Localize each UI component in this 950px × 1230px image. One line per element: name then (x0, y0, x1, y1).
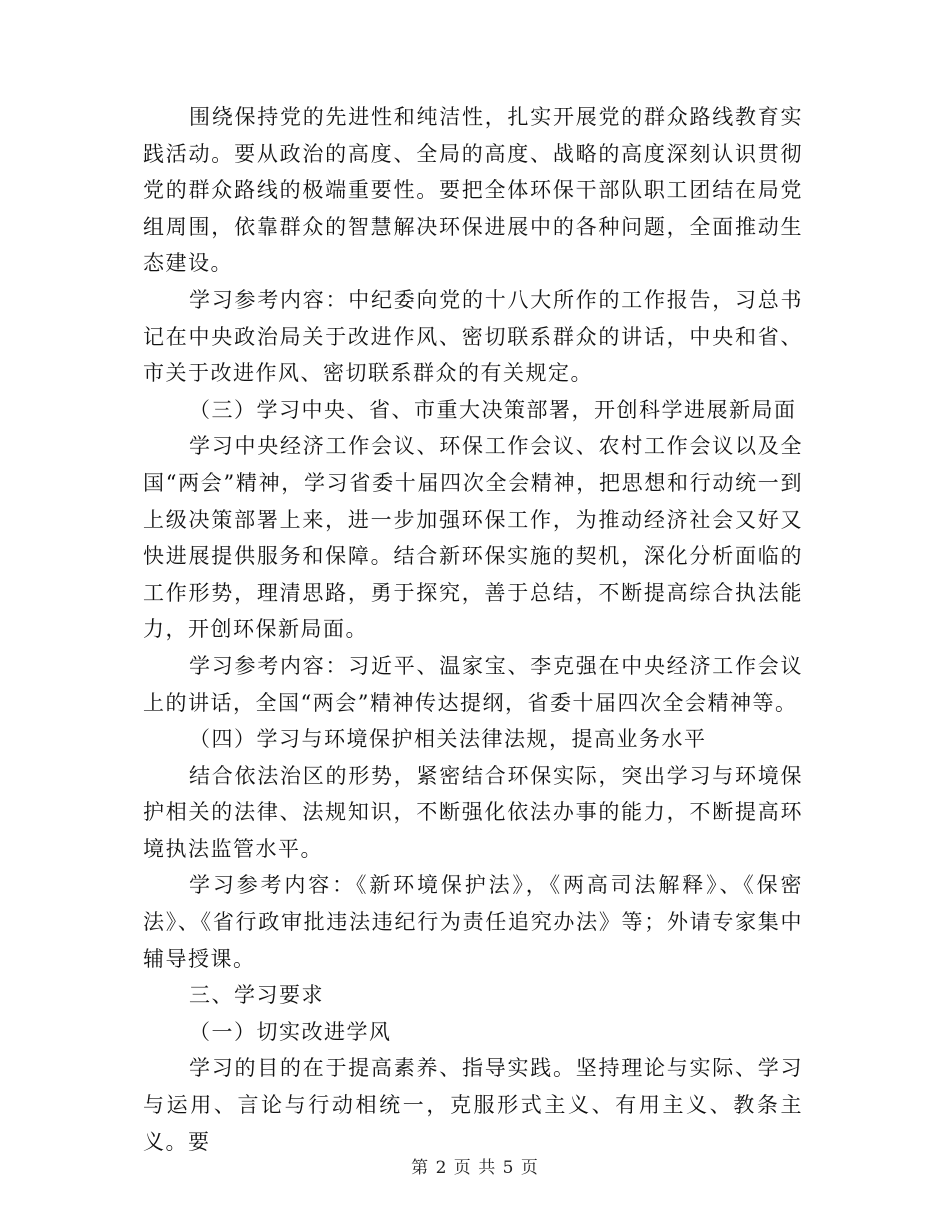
reference-paragraph: 学习参考内容：《新环境保护法》，《两高司法解释》、《保密法》、《省行政审批违法违纪行为责任追究办法》等；外请专家集中辅导授课。 (143, 873, 803, 971)
document-body (143, 99, 803, 1160)
body-paragraph: 学习中央经济工作会议、环保工作会议、农村工作会议以及全国“两会”精神，学习省委十届四次全会精神，把思想和行动统一到上级决策部署上来，进一步加强环保工作，为推动经济社会又好又快进展提供服务和保障。结合新环保实施的契机，深化分析面临的工作形势，理清思路，勇于探究，善于总结，不断提高综合执法能力，开创环保新局面。 (143, 434, 803, 642)
section-heading: （三）学习中央、省、市重大决策部署，开创科学进展新局面 (189, 397, 797, 422)
body-paragraph: 结合依法治区的形势，紧密结合环保实际，突出学习与环境保护相关的法律、法规知识，不断强化依法办事的能力，不断提高环境执法监管水平。 (143, 763, 803, 861)
body-paragraph: 学习的目的在于提高素养、指导实践。坚持理论与实际、学习与运用、言论与行动相统一，克服形式主义、有用主义、教条主义。要 (143, 1056, 803, 1154)
section-heading: （一）切实改进学风 (189, 1019, 392, 1044)
reference-paragraph: 学习参考内容：中纪委向党的十八大所作的工作报告，习总书记在中央政治局关于改进作风、密切联系群众的讲话，中央和省、市关于改进作风、密切联系群众的有关规定。 (143, 287, 803, 386)
body-paragraph: 围绕保持党的先进性和纯洁性，扎实开展党的群众路线教育实践活动。要从政治的高度、全局的高度、战略的高度深刻认识贯彻党的群众路线的极端重要性。要把全体环保干部队职工团结在局党组周围，依靠群众的智慧解决环保进展中的各种问题，全面推动生态建设。 (143, 105, 803, 276)
page-number-footer: 第 2 页 共 5 页 (411, 1158, 539, 1178)
section-heading: （四）学习与环境保护相关法律法规，提高业务水平 (189, 727, 707, 752)
reference-paragraph: 学习参考内容：习近平、温家宝、李克强在中央经济工作会议上的讲话，全国“两会”精神传达提纲，省委十届四次全会精神等。 (143, 653, 803, 715)
chapter-heading: 三、学习要求 (189, 983, 324, 1008)
